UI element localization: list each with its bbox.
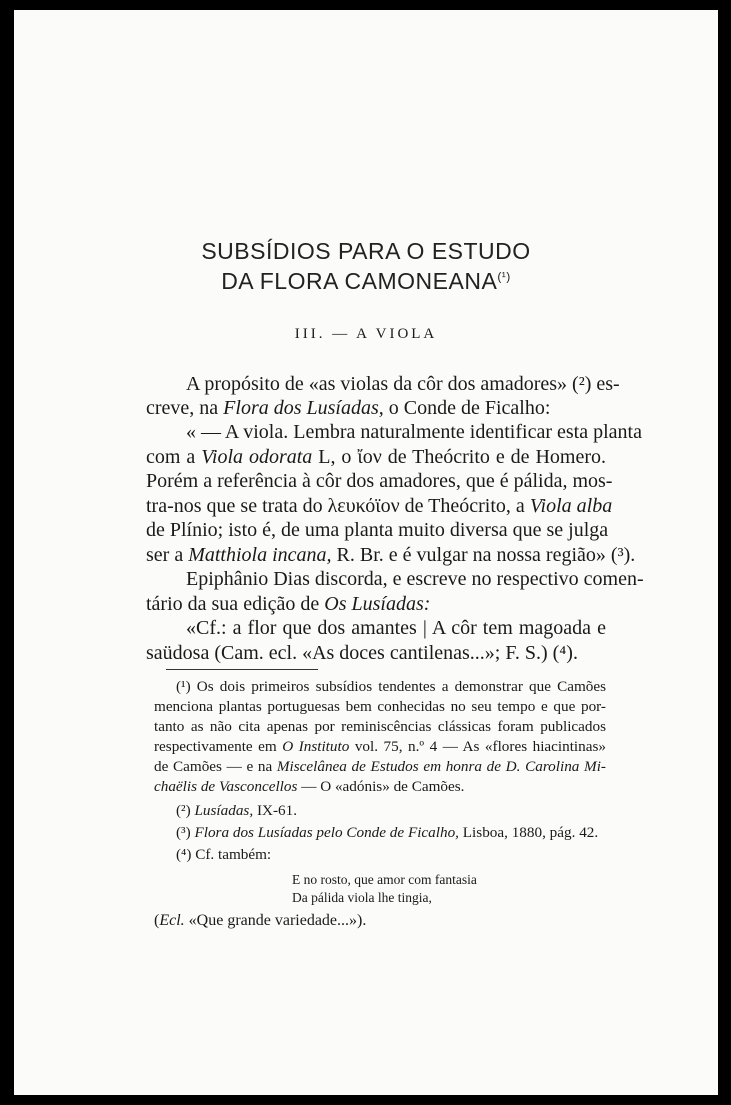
- body-italic: Os Lusíadas:: [324, 593, 431, 615]
- footnote-line: tanto as não cita apenas por reminiscências clássicas foram publicados: [154, 718, 606, 735]
- body-text: creve, na: [146, 397, 224, 419]
- verse-line: E no rosto, que amor com fantasia: [292, 872, 477, 887]
- body-text: ser a: [146, 544, 189, 566]
- body-line: Epiphânio Dias discorda, e escreve no respectivo comen-: [186, 568, 644, 590]
- footnote-text: vol. 75, n.º 4 — As «flores hiacintinas»: [349, 738, 606, 755]
- title-footnote-mark: (¹): [497, 269, 511, 284]
- body-line: «Cf.: a flor que dos amantes | A côr tem magoada e: [186, 617, 606, 639]
- body-italic: Viola alba: [529, 495, 613, 517]
- footnote-text: IX-61.: [253, 802, 298, 819]
- body-line: Porém a referência à côr dos amadores, que é pálida, mos-: [146, 470, 613, 492]
- footnote-italic: O Instituto: [282, 738, 350, 755]
- body-line: saüdosa (Cam. ecl. «As doces cantilenas...»; F. S.) (⁴).: [146, 642, 578, 664]
- footnote-italic: Miscelânea de Estudos em honra de D. Carolina Mi-: [276, 758, 606, 775]
- body-text: tário da sua edição de: [146, 593, 325, 615]
- footnote-line: [154, 757, 606, 777]
- body-italic: Matthiola incana,: [188, 544, 332, 566]
- section-heading: III. — A VIOLA: [294, 326, 438, 342]
- body-line: « — A viola. Lembra naturalmente identificar esta planta: [186, 421, 642, 443]
- document-page: [14, 10, 718, 1095]
- body-text: o Conde de Ficalho:: [383, 397, 551, 419]
- footnote-text: «Que grande variedade...»).: [184, 912, 367, 929]
- footnote-divider: [166, 669, 318, 670]
- footnote-text: (: [154, 912, 160, 929]
- body-text: R. Br. e é vulgar na nossa região» (³).: [331, 544, 636, 566]
- footnote-text: Lisboa, 1880, pág. 42.: [458, 824, 599, 841]
- footnote-text: de Camões — e na: [154, 758, 277, 775]
- body-text: com a: [146, 446, 202, 468]
- footnote-line: (⁴) Cf. também:: [176, 846, 272, 863]
- footnote-text: (³): [176, 824, 195, 841]
- body-line: [146, 592, 606, 616]
- body-line: [146, 445, 606, 469]
- footnote-line: (¹) Os dois primeiros subsídios tendentes a demonstrar que Camões: [176, 678, 606, 695]
- title-line-2: [14, 268, 718, 295]
- footnote-text: — O «adónis» de Camões.: [297, 778, 465, 795]
- verse-line: Da pálida viola lhe tingia,: [292, 890, 432, 905]
- footnote-line: [154, 737, 606, 757]
- footnote-italic: Flora dos Lusíadas pelo Conde de Ficalho,: [194, 824, 459, 841]
- footnote-italic: chaëlis de Vasconcellos: [154, 778, 298, 795]
- footnote-line: menciona plantas portuguesas bem conhecidas no seu tempo e que por-: [154, 698, 606, 715]
- body-line: [146, 543, 636, 567]
- title-line-1: SUBSÍDIOS PARA O ESTUDO: [201, 238, 531, 264]
- eclogue-citation: [154, 912, 366, 930]
- footnote-italic: Ecl.: [159, 912, 185, 929]
- body-italic: Flora dos Lusíadas,: [223, 397, 384, 419]
- body-text: tra-nos que se trata do λευκόϊον de Theócrito, a: [146, 495, 530, 517]
- body-line: [146, 494, 613, 518]
- body-italic: Viola odorata: [201, 446, 313, 468]
- body-text: L, o ἴον de Theócrito e de Homero.: [312, 446, 606, 468]
- footnote-text: respectivamente em: [154, 738, 283, 755]
- footnote-line: [176, 823, 606, 843]
- body-line: de Plínio; isto é, de uma planta muito diversa que se julga: [146, 519, 609, 541]
- footnote-line: [176, 801, 606, 821]
- body-line: [146, 396, 606, 420]
- footnote-line: [154, 777, 606, 797]
- body-line: A propósito de «as violas da côr dos amadores» (²) es-: [186, 373, 620, 395]
- footnote-text: (²): [176, 802, 195, 819]
- title-line-2-text: DA FLORA CAMONEANA: [221, 268, 498, 294]
- footnote-italic: Lusíadas,: [194, 802, 254, 819]
